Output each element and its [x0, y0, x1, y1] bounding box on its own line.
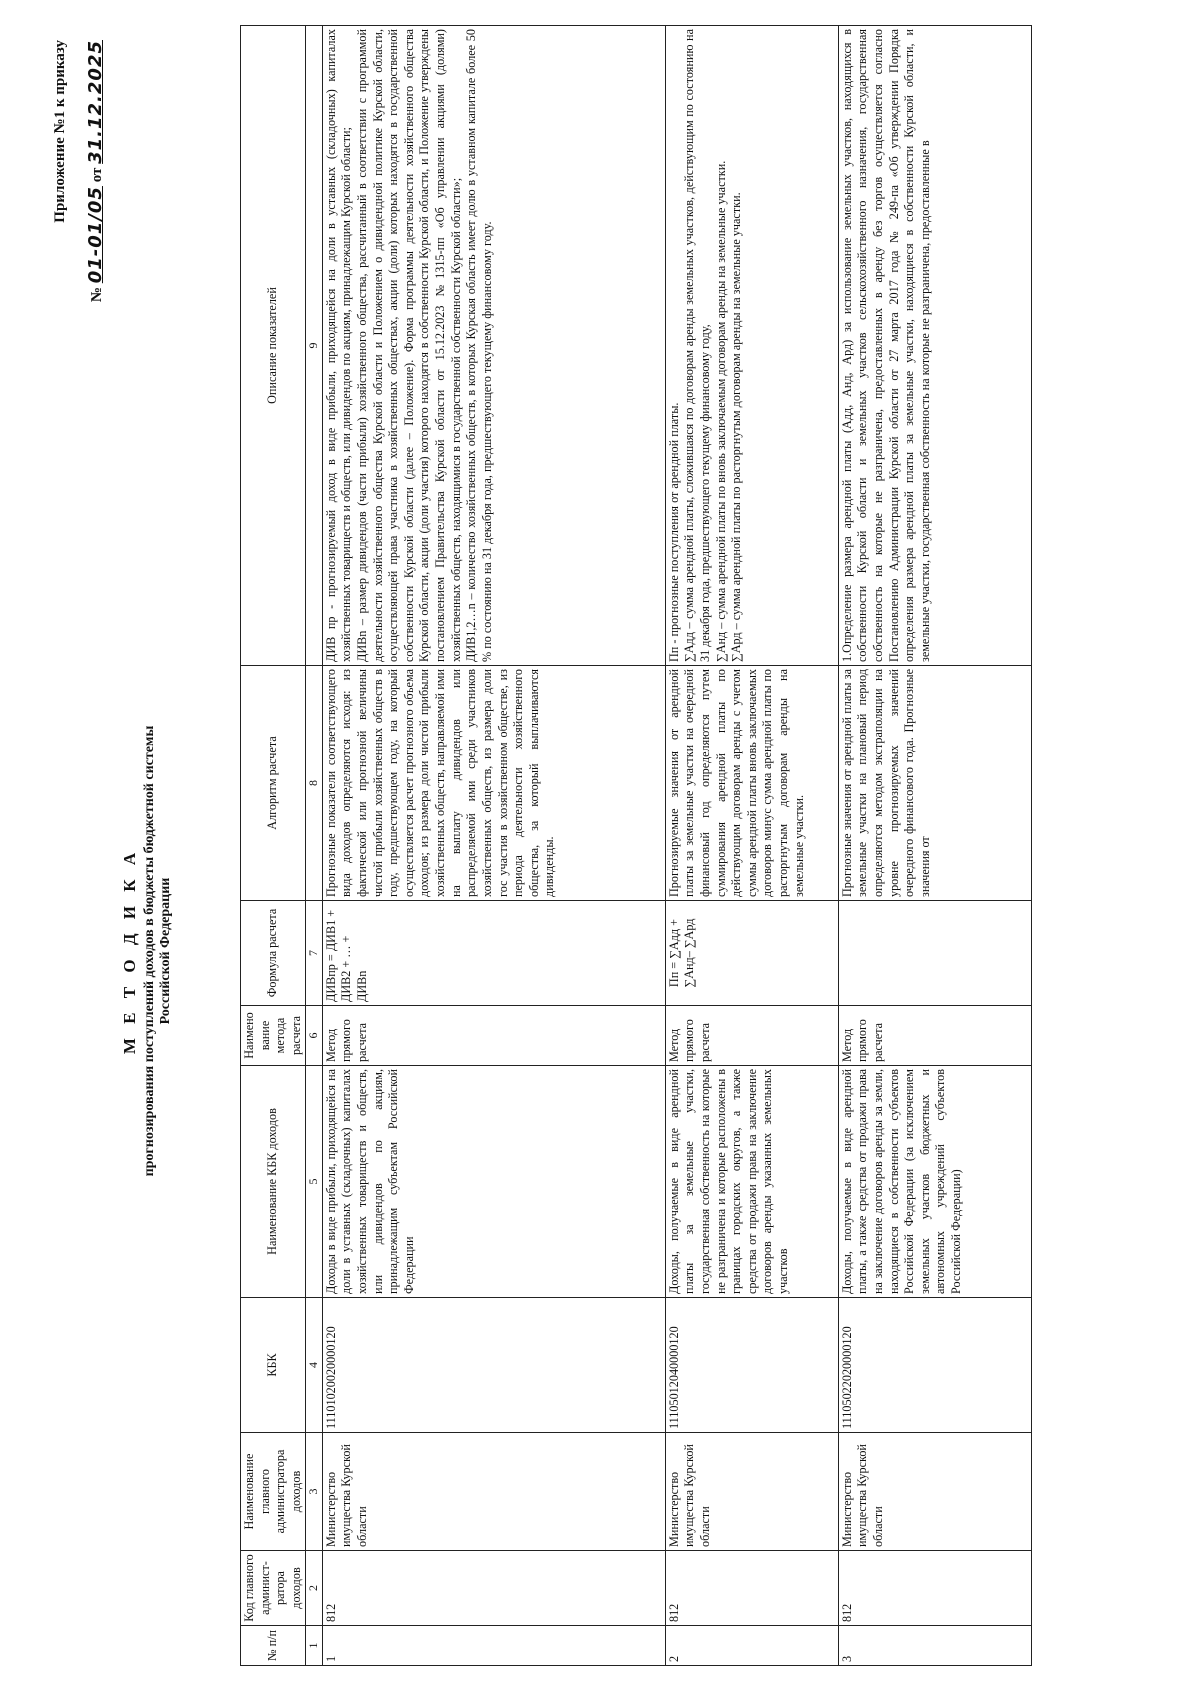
- cell-description: [838, 26, 1031, 666]
- title-line-3: Российской Федерации: [158, 877, 173, 1025]
- col-number: 4: [306, 1298, 322, 1433]
- col-number: 6: [306, 1006, 322, 1066]
- cell-admin-name: Министерство имущества Курской области: [838, 1433, 1031, 1551]
- document-title: [120, 451, 174, 1451]
- col-header-num: № п/п: [241, 1626, 306, 1666]
- cell-admin-code: 812: [322, 1551, 665, 1626]
- col-number: 9: [306, 26, 322, 666]
- title-line-2: прогнозирования поступлений доходов в бюджеты бюджетной системы: [142, 725, 157, 1177]
- col-header-kbk-name: Наименование КБК доходов: [241, 1066, 306, 1298]
- appendix-block: [52, 40, 106, 560]
- cell-algorithm: Прогнозируемые значения от арендной платы за земельные участки на очередной финансовый год определяются путем суммирования арендной платы по действующим договорам аренды с учетом суммы арендной платы вновь заключаемых договоров минус сумма арендной платы по расторгнутым договорам аренды на земельные участки.: [665, 666, 838, 901]
- cell-formula: [665, 901, 838, 1006]
- formula-line: ∑Анд– ∑Ард: [682, 918, 697, 988]
- col-number: 7: [306, 901, 322, 1006]
- cell-method: Метод прямого расчета: [838, 1006, 1031, 1066]
- formula-line: Пп = ∑Адд +: [666, 918, 681, 988]
- cell-kbk-name: Доходы, получаемые в виде арендной платы, а также средства от продажи права на заключение договоров аренды за земли, находящиеся в собственности субъектов Российской Федерации (за исключением земельных участков бюджетных и автономных учреждений субъектов Российской Федерации): [838, 1066, 1031, 1298]
- cell-algorithm: Прогнозные значения от арендной платы за земельные участки на плановый период определяются методом экстраполяции на уровне прогнозируемых значений очередного финансового года. Прогнозные значения от: [838, 666, 1031, 901]
- col-number: 8: [306, 666, 322, 901]
- methodology-table: [240, 25, 1032, 1666]
- cell-description: [322, 26, 665, 666]
- description-paragraph: Пп - прогнозные поступления от арендной платы.: [666, 402, 681, 662]
- table-row: [665, 26, 838, 1666]
- col-number: 5: [306, 1066, 322, 1298]
- date-prefix: от: [89, 167, 105, 183]
- cell-kbk: 11105022020000120: [838, 1298, 1031, 1433]
- cell-num: 2: [665, 1626, 838, 1666]
- col-header-admin-code: Код главного админист-ратора доходов: [241, 1551, 306, 1626]
- col-number: 2: [306, 1551, 322, 1626]
- cell-description: [665, 26, 838, 666]
- cell-kbk: 11101020020000120: [322, 1298, 665, 1433]
- cell-method: Метод прямого расчета: [665, 1006, 838, 1066]
- cell-num: 1: [322, 1626, 665, 1666]
- cell-admin-code: 812: [838, 1551, 1031, 1626]
- appendix-label: Приложение №1 к приказу: [52, 40, 68, 223]
- col-header-description: Описание показателей: [241, 26, 306, 666]
- description-paragraph: ДИВ1,2…n – количество хозяйственных обществ, в которых Курская область имеет долю в уставном капитале более 50 % по состоянию на 31 декабря года, предшествующего текущему финансовому году.: [464, 29, 494, 662]
- column-numbers-row: [306, 26, 322, 1666]
- cell-kbk-name: Доходы, получаемые в виде арендной платы за земельные участки, государственная собственность на которые не разграничена и которые расположены в границах городских округов, а также средства от продажи права на заключение договоров аренды указанных земельных участков: [665, 1066, 838, 1298]
- description-paragraph: ДИВn – размер дивидендов (части прибыли) хозяйственного общества, рассчитанный в соответствии с программой деятельности хозяйственного общества Курской области и Положением о дивидендной политике Курской области, осуществляющей права участника в хозяйственных обществах, акции (доли) которых находятся в государственной собственности Курской области (далее – Положение). Форма программы деятельности хозяйственного общества Курской области, акции (доли участия) которого находятся в собственности Курской области, и Положение утверждены постановлением Правительства Курской области от 15.12.2023 №1315-пп «Об управлении акциями (долями) хозяйственных обществ, находящимися в государственной собственности Курской области»;: [355, 29, 463, 662]
- cell-admin-name: Министерство имущества Курской области: [665, 1433, 838, 1551]
- cell-method: Метод прямого расчета: [322, 1006, 665, 1066]
- cell-admin-name: Министерство имущества Курской области: [322, 1433, 665, 1551]
- cell-formula: [838, 901, 1031, 1006]
- col-header-admin-name: Наименование главного администратора доходов: [241, 1433, 306, 1551]
- cell-admin-code: 812: [665, 1551, 838, 1626]
- cell-formula: ДИВпр = ДИВ1 + ДИВ2 + … + ДИВn: [322, 901, 665, 1006]
- title-line-1: М Е Т О Д И К А: [120, 847, 139, 1055]
- description-paragraph: ∑Анд – сумма арендной платы по вновь заключаемым договорам аренды на земельные участки.: [713, 160, 728, 662]
- cell-kbk: 11105012040000120: [665, 1298, 838, 1433]
- handwritten-number: 01-01/05: [85, 186, 106, 284]
- cell-num: 3: [838, 1626, 1031, 1666]
- col-number: 1: [306, 1626, 322, 1666]
- col-header-method: Наимено вание метода расчета: [241, 1006, 306, 1066]
- cell-algorithm: Прогнозные показатели соответствующего вида доходов определяются исходя: из фактической или прогнозной величины чистой прибыли хозяйственных обществ в году, предшествующем году, на который осуществляется расчет прогнозного объема доходов; из размера доли чистой прибыли хозяйственных обществ, направляемой ими на выплату дивидендов или распределяемой ими среди участников хозяйственных обществ, из размера доли гос участия в хозяйственном обществе, из периода деятельности хозяйственного общества, за который выплачиваются дивиденды.: [322, 666, 665, 901]
- description-paragraph: ∑Адд – сумма арендной платы, сложившаяся по договорам аренды земельных участков, действующим по состоянию на 31 декабря года, предшествующего текущему финансовому году,: [682, 29, 713, 662]
- description-paragraph: 1.Определение размера арендной платы (Адд, Анд, Ард) за использование земельных участков, находящихся в собственности Курской области и земельных участков сельскохозяйственного назначения, государственная собственность на которые не разграничена, предоставленных в аренду без торгов осуществляется согласно Постановлению Администрации Курской области от 27 марта 2017 года № 249-па «Об утверждении Порядка определения размера арендной платы за земельные участки, находящиеся в собственности Курской области, и земельные участки, государственная собственность на которые не разграничена, предоставленные в: [839, 29, 932, 662]
- table-row: [838, 26, 1031, 1666]
- col-header-formula: Формула расчета: [241, 901, 306, 1006]
- description-paragraph: ДИВ пр - прогнозируемый доход в виде прибыли, приходящейся на доли в уставных (складочных) капиталах хозяйственных товариществ и обществ, или дивидендов по акциям, принадлежащим Курской области;: [323, 29, 354, 662]
- header-row: [241, 26, 306, 1666]
- order-number-line: [85, 40, 106, 560]
- col-header-kbk: КБК: [241, 1298, 306, 1433]
- cell-kbk-name: Доходы в виде прибыли, приходящейся на доли в уставных (складочных) капиталах хозяйственных товариществ и обществ, или дивидендов по акциям, принадлежащим субъектам Российской Федерации: [322, 1066, 665, 1298]
- table-row: [322, 26, 665, 1666]
- number-prefix: №: [89, 287, 105, 303]
- col-header-algorithm: Алгоритм расчета: [241, 666, 306, 901]
- description-paragraph: ∑Ард – сумма арендной платы по расторгнутым договорам аренды на земельные участки.: [729, 192, 744, 662]
- handwritten-date: 31.12.2025: [85, 40, 106, 164]
- col-number: 3: [306, 1433, 322, 1551]
